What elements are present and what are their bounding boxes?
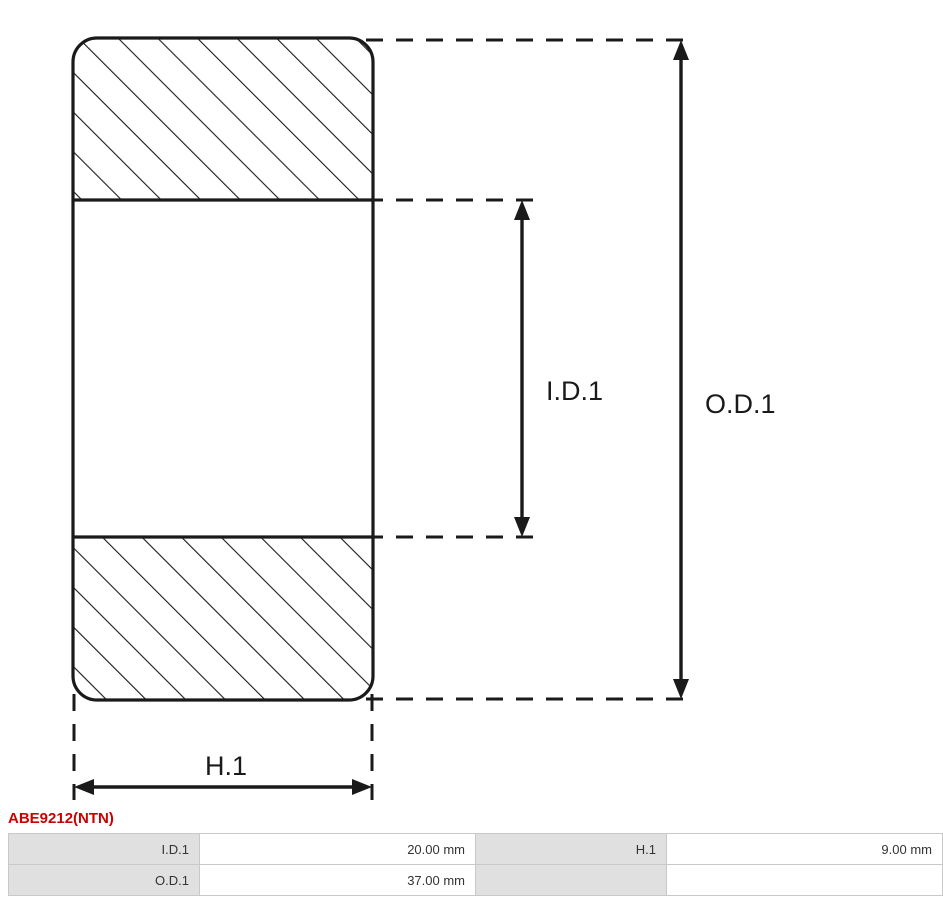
od-extension-lines (366, 40, 690, 699)
specs-table (8, 833, 943, 896)
spec-label-empty (476, 865, 667, 896)
id-extension-lines (366, 200, 535, 537)
spec-label-h1: H.1 (476, 834, 667, 865)
spec-value-h1: 9.00 mm (667, 834, 943, 865)
h-dimension-arrow (74, 779, 372, 795)
part-info-section (0, 806, 932, 896)
part-number: ABE9212(NTN) (8, 810, 114, 827)
spec-label-od1: O.D.1 (9, 865, 200, 896)
table-row (9, 834, 943, 865)
id-dimension-arrow (514, 200, 530, 537)
spec-value-od1: 37.00 mm (200, 865, 476, 896)
spec-value-id1: 20.00 mm (200, 834, 476, 865)
bearing-body (73, 38, 373, 700)
od-dimension-arrow (673, 40, 689, 699)
h-label: H.1 (205, 751, 248, 781)
spec-value-empty (667, 865, 943, 896)
h-extension-lines (74, 694, 372, 800)
spec-label-id1: I.D.1 (9, 834, 200, 865)
od-label: O.D.1 (705, 389, 776, 419)
table-row (9, 865, 943, 896)
top-hatch-band (73, 38, 373, 200)
id-label: I.D.1 (546, 376, 604, 406)
bottom-hatch-band (73, 537, 373, 700)
